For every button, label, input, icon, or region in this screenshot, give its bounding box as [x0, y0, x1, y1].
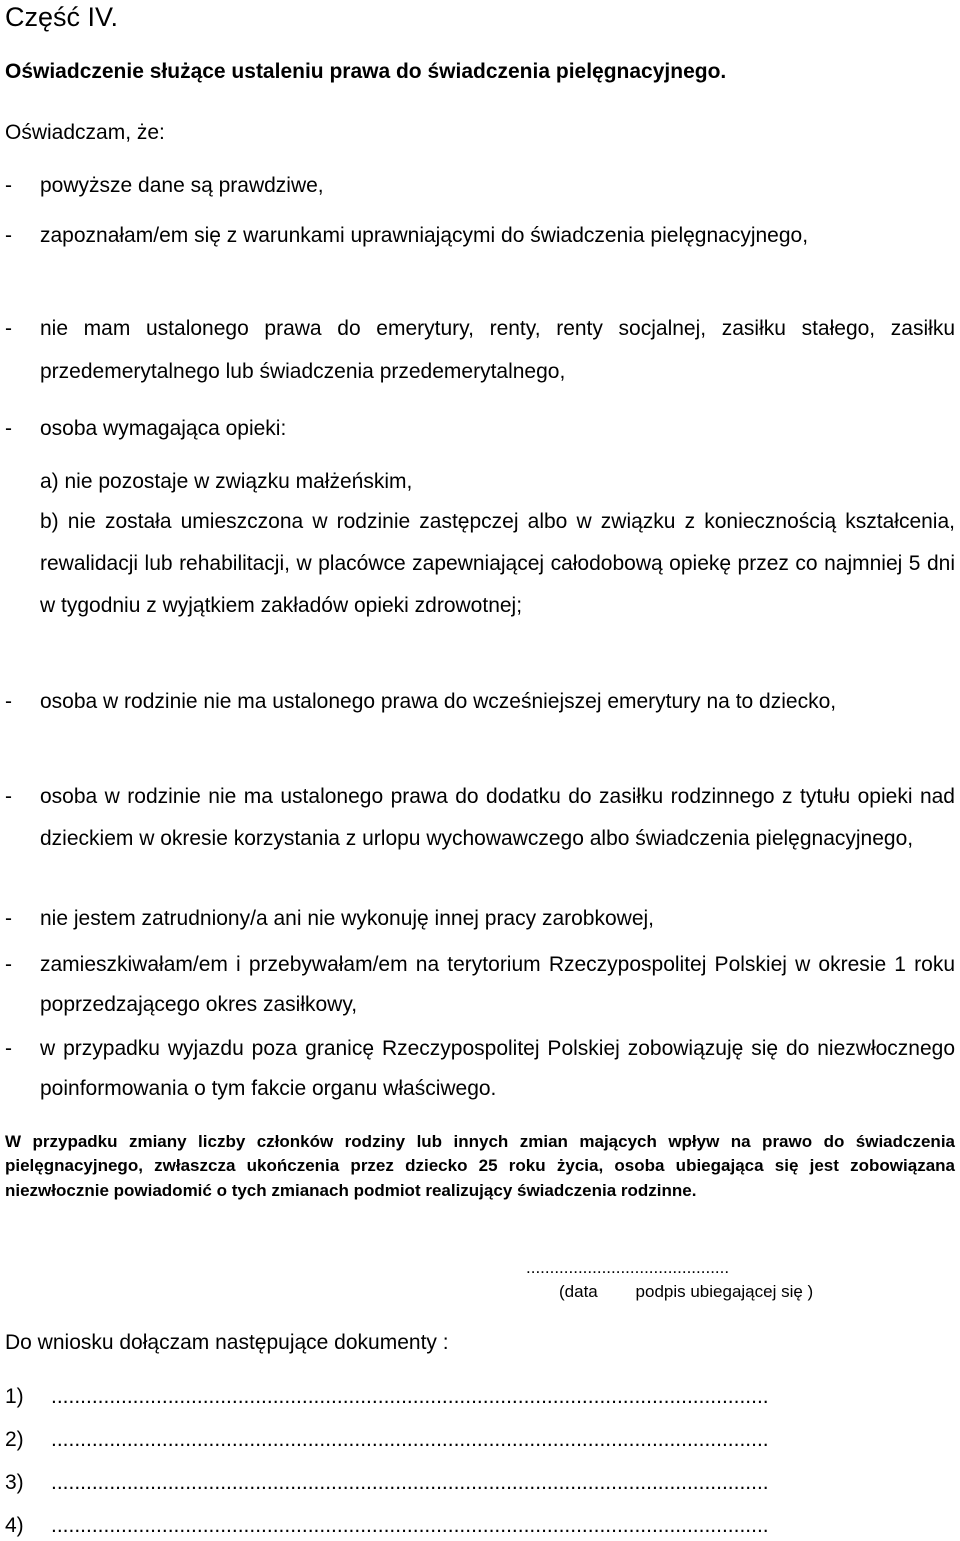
declaration-item-text: osoba wymagająca opieki: — [40, 417, 287, 440]
declaration-item — [5, 412, 955, 446]
declaration-item-text: nie mam ustalonego prawa do emerytury, renty, renty socjalnej, zasiłku stałego, zasiłku przedemerytalnego lub świadczenia przedemerytalnego, — [40, 317, 955, 383]
declaration-item-text: osoba w rodzinie nie ma ustalonego prawa do wcześniejszej emerytury na to dziecko, — [40, 690, 837, 713]
list-dash: - — [5, 417, 12, 440]
attachment-dots: ........................................................................................................................... — [51, 1428, 769, 1451]
attachment-number: 3) — [5, 1471, 24, 1494]
notice-paragraph: W przypadku zmiany liczby członków rodziny lub innych zmian mających wpływ na prawo do świadczenia pielęgnacyjnego, zwłaszcza ukończenia przez dziecko 25 roku życia, osoba ubiegająca się jest zobowiązana niezwłocznie powiadomić o tych zmianach podmiot realizujący świadczenia rodzinne. — [5, 1132, 955, 1200]
attachment-line — [5, 1512, 955, 1540]
attachments-title: Do wniosku dołączam następujące dokumenty : — [5, 1331, 449, 1354]
attachment-line — [5, 1469, 955, 1497]
signature-caption: (data podpis ubiegającej się ) — [559, 1282, 814, 1301]
attachment-number: 4) — [5, 1514, 24, 1537]
section-title: Oświadczenie służące ustaleniu prawa do świadczenia pielęgnacyjnego. — [5, 60, 727, 83]
declaration-item-text: zapoznałam/em się z warunkami uprawniającymi do świadczenia pielęgnacyjnego, — [40, 224, 809, 247]
list-dash: - — [5, 785, 12, 808]
declaration-item — [5, 307, 955, 393]
list-dash: - — [5, 1037, 12, 1060]
list-dash: - — [5, 953, 12, 976]
declaration-item — [5, 214, 955, 257]
attachment-dots: ........................................................................................................................... — [51, 1514, 769, 1537]
signature-line: ........................................... — [526, 1258, 730, 1277]
list-dash: - — [5, 224, 12, 247]
attachment-dots: ........................................................................................................................... — [51, 1471, 769, 1494]
attachment-dots: ........................................................................................................................... — [51, 1385, 769, 1408]
declaration-item — [5, 680, 955, 724]
subitem-b: b) nie została umieszczona w rodzinie zastępczej albo w związku z koniecznością kształcenia, rewalidacji lub rehabilitacji, w placówce zapewniającej całodobową opiekę przez co najmniej 5 dni w tygodniu z wyjątkiem zakładów opieki zdrowotnej; — [40, 510, 955, 617]
declaration-item — [5, 945, 955, 1025]
attachment-line — [5, 1426, 955, 1454]
attachment-number: 2) — [5, 1428, 24, 1451]
list-dash: - — [5, 174, 12, 197]
declaration-item-text: osoba w rodzinie nie ma ustalonego prawa do dodatku do zasiłku rodzinnego z tytułu opieki nad dzieckiem w okresie korzystania z urlopu wychowawczego albo świadczenia pielęgnacyjnego, — [40, 785, 955, 850]
subitem-a: a) nie pozostaje w związku małżeńskim, — [40, 470, 413, 493]
declaration-item-text: w przypadku wyjazdu poza granicę Rzeczypospolitej Polskiej zobowiązuję się do niezwłocznego poinformowania o tym fakcie organu właściwego. — [40, 1037, 955, 1100]
list-dash: - — [5, 690, 12, 713]
list-dash: - — [5, 907, 12, 930]
declaration-item — [5, 902, 955, 936]
declaration-intro: Oświadczam, że: — [5, 121, 165, 144]
declaration-item — [5, 172, 955, 200]
attachment-number: 1) — [5, 1385, 24, 1408]
declaration-item-text: zamieszkiwałam/em i przebywałam/em na terytorium Rzeczypospolitej Polskiej w okresie 1 roku poprzedzającego okres zasiłkowy, — [40, 953, 955, 1016]
declaration-item — [5, 776, 955, 860]
declaration-item — [5, 1029, 955, 1109]
declaration-item-text: powyższe dane są prawdziwe, — [40, 174, 324, 197]
part-title: Część IV. — [5, 2, 119, 32]
declaration-item-text: nie jestem zatrudniony/a ani nie wykonuję innej pracy zarobkowej, — [40, 907, 655, 930]
list-dash: - — [5, 317, 12, 340]
attachment-line — [5, 1383, 955, 1411]
